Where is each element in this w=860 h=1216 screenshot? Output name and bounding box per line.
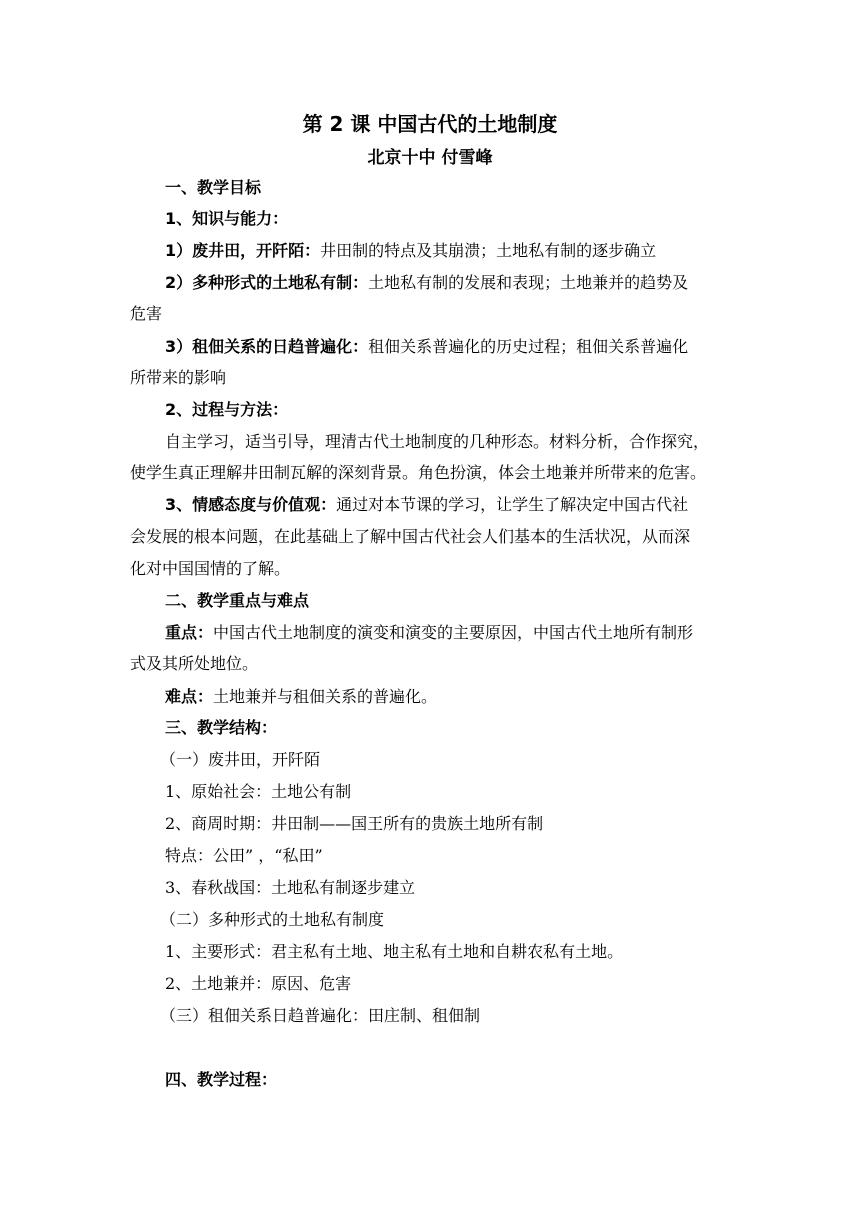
structure-part-3: （三）租佃关系日趋普遍化：田庄制、租佃制 [160,1006,481,1025]
objective-item-1 [165,235,730,266]
objective-item-2-text: 土地私有制的发展和表现；土地兼并的趋势及 [368,273,689,292]
structure-item-1-4: 3、春秋战国：土地私有制逐步建立 [165,878,416,897]
section-heading-structure: 三、教学结构： [165,718,278,737]
structure-part-2: （二）多种形式的土地私有制度 [160,910,385,929]
document-author: 北京十中 付雪峰 [367,148,493,168]
objective-item-3 [165,331,730,362]
attitude-paragraph-line-3: 化对中国国情的了解。 [130,559,291,578]
attitude-label: 3、情感态度与价值观： [165,495,337,514]
document-title: 第 2 课 中国古代的土地制度 [302,112,558,136]
key-point-label: 重点： [165,623,214,642]
structure-item-1-1: 1、原始社会：土地公有制 [165,782,352,801]
structure-part-1: （一）废井田，开阡陌 [160,750,321,769]
key-point-text: 中国古代土地制度的演变和演变的主要原因，中国古代土地所有制形 [213,623,694,642]
section-heading-key-points: 二、教学重点与难点 [165,591,310,610]
key-point-paragraph-line-2: 式及其所处地位。 [130,654,259,673]
structure-item-2-1: 1、主要形式：君主私有土地、地主私有土地和自耕农私有土地。 [165,942,624,961]
process-paragraph-line-1: 自主学习，适当引导，理清古代土地制度的几种形态。材料分析，合作探究， [165,432,710,451]
difficulty-label: 难点： [165,687,214,706]
structure-item-1-3: 特点：公田” ，“私田” [165,846,323,865]
attitude-paragraph-line-2: 会发展的根本问题，在此基础上了解中国古代社会人们基本的生活状况，从而深 [130,527,691,546]
objective-item-2-cont: 危害 [130,304,163,323]
subheading-process: 2、过程与方法： [165,400,289,419]
structure-item-2-2: 2、土地兼并：原因、危害 [165,974,352,993]
attitude-text: 通过对本节课的学习，让学生了解决定中国古代社 [336,495,689,514]
objective-item-3-text: 租佃关系普遍化的历史过程；租佃关系普遍化 [368,337,689,356]
section-heading-process: 四、教学过程： [165,1070,278,1089]
objective-item-1-text: 井田制的特点及其崩溃；土地私有制的逐步确立 [320,241,657,260]
attitude-paragraph [165,489,730,520]
objective-item-3-label: 3）租佃关系的日趋普遍化： [165,337,369,356]
subheading-knowledge: 1、知识与能力： [165,209,289,228]
objective-item-1-label: 1）废井田，开阡陌： [165,241,321,260]
objective-item-2 [165,267,730,298]
process-paragraph-line-2: 使学生真正理解井田制瓦解的深刻背景。角色扮演，体会土地兼并所带来的危害。 [130,463,707,482]
structure-item-1-2: 2、商周时期：井田制——国王所有的贵族土地所有制 [165,814,544,833]
difficulty-paragraph [165,681,730,712]
objective-item-3-cont: 所带来的影响 [130,368,227,387]
key-point-paragraph [165,617,730,648]
objective-item-2-label: 2）多种形式的土地私有制： [165,273,369,292]
section-heading-objectives: 一、教学目标 [165,178,262,197]
difficulty-text: 土地兼并与租佃关系的普遍化。 [213,687,438,706]
